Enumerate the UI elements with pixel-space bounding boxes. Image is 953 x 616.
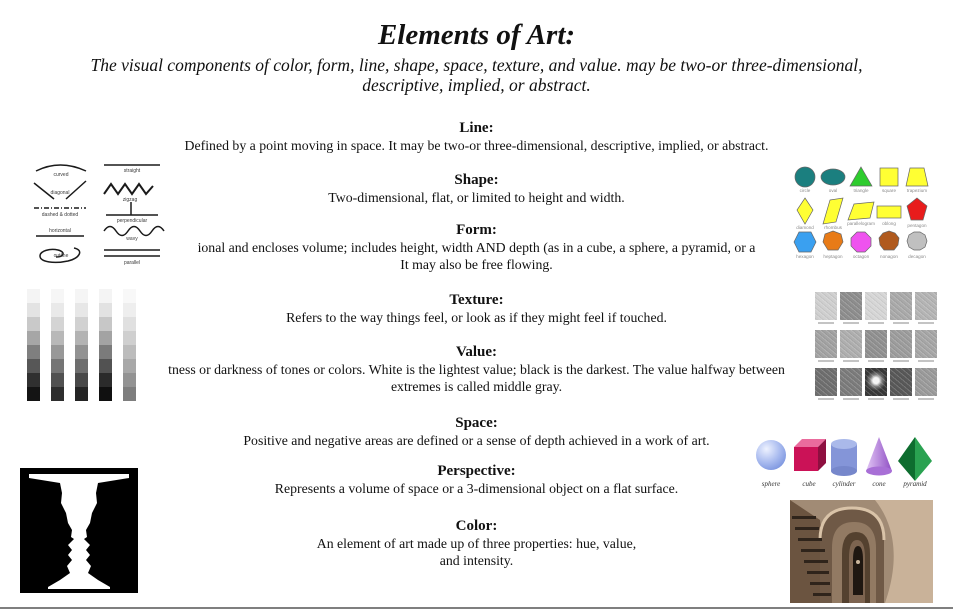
cylinder-form-icon (831, 439, 857, 449)
trapezium-shape-icon (906, 168, 928, 186)
shape-label: decagon (908, 254, 926, 259)
rubin-vase-illustration (20, 468, 138, 593)
value-scale-strip (27, 289, 40, 401)
shape-label: nonagon (880, 254, 898, 259)
line-types-illustration (28, 158, 166, 266)
section-line-body: Defined by a point moving in space. It may be two-or three-dimensional, descriptive, implied, or abstract. (184, 138, 769, 153)
value-scale-strip (75, 289, 88, 401)
shape-label: octagon (852, 254, 870, 259)
octagon-shape-icon (851, 232, 871, 252)
line-type-label: diagonal (50, 190, 70, 196)
section-form-body-1: ional and encloses volume; includes height, width AND depth (as in a cube, a sphere, a pyramid, or a (197, 240, 756, 255)
forms-3d-figure (753, 432, 935, 488)
form-label: sphere (761, 480, 781, 488)
subtitle-line-1: The visual components of color, form, line, shape, space, texture, and value. may be two-or three-dimensional, (90, 55, 863, 75)
section-form-heading: Form: (456, 222, 497, 238)
staircase-photo-figure (790, 500, 933, 603)
section-line-heading: Line: (459, 120, 494, 136)
line-types-figure (28, 158, 166, 266)
shape-label: rhombus (824, 225, 842, 230)
texture-swatch (890, 330, 912, 362)
shape-label: diamond (796, 225, 814, 230)
rhombus-shape-icon (823, 198, 843, 224)
pentagon-shape-icon (907, 198, 927, 220)
zigzag-line-icon (104, 184, 153, 194)
section-perspective-body: Represents a volume of space or a 3-dimensional object on a flat surface. (274, 481, 679, 496)
hexagon-shape-icon (794, 232, 816, 252)
subtitle-line-2: descriptive, implied, or abstract. (362, 75, 591, 95)
oval-shape-icon (821, 169, 845, 185)
section-value-body-2: extremes is called middle gray. (390, 379, 563, 394)
texture-swatch (915, 292, 937, 324)
shape-label: triangle (853, 188, 869, 193)
arch-center-dark (853, 546, 863, 595)
texture-swatch (840, 292, 862, 324)
texture-swatch (915, 368, 937, 400)
section-value-heading: Value: (455, 344, 498, 360)
line-type-label: straight (123, 168, 141, 174)
section-perspective-heading: Perspective: (437, 463, 516, 479)
texture-swatch (865, 330, 887, 362)
texture-swatch (815, 292, 837, 324)
value-scales-figure (27, 289, 136, 401)
line-type-label: horizontal (49, 228, 71, 234)
section-form-body-2: It may also be free flowing. (400, 257, 553, 272)
curved-line-icon (36, 165, 86, 171)
texture-swatch (840, 330, 862, 362)
pyramid-form-icon (915, 437, 932, 481)
nonagon-shape-icon (879, 231, 899, 250)
line-type-label: wavy (126, 236, 138, 242)
shape-label: parallelogram (847, 221, 875, 226)
section-shape-heading: Shape: (454, 172, 499, 188)
shape-label: pentagon (907, 223, 927, 228)
section-value (0, 344, 953, 395)
pyramid-form-icon (898, 437, 915, 481)
shapes-chart-figure (790, 164, 932, 262)
texture-swatch (840, 368, 862, 400)
staircase-photo-illustration (790, 500, 933, 603)
form-label: cylinder (832, 480, 856, 488)
cylinder-form-icon (831, 466, 857, 476)
diamond-shape-icon (797, 198, 813, 224)
form-label: pyramid (903, 480, 927, 488)
shape-label: circle (799, 188, 811, 193)
parallelogram-shape-icon (848, 202, 874, 220)
triangle-shape-icon (850, 167, 872, 186)
heptagon-shape-icon (823, 231, 843, 250)
sphere-form-icon (756, 440, 786, 470)
cube-form-icon (794, 447, 818, 471)
texture-swatch (890, 368, 912, 400)
cone-form-icon (866, 437, 892, 471)
section-value-body-1: tness or darkness of tones or colors. White is the lightest value; black is the darkest. The value halfway between (168, 362, 785, 377)
section-color-body-2: and intensity. (439, 553, 514, 568)
form-label: cone (872, 480, 886, 488)
wavy-line-icon (104, 227, 164, 236)
value-scale-strip (123, 289, 136, 401)
section-texture (0, 292, 953, 326)
line-type-label: perpendicular (116, 218, 148, 224)
line-type-label: parallel (123, 260, 141, 266)
page-bottom-rule (0, 607, 953, 609)
section-space-heading: Space: (455, 415, 498, 431)
form-label: cube (802, 480, 816, 488)
texture-swatch (815, 330, 837, 362)
decagon-shape-icon (907, 232, 927, 250)
shape-label: trapezium (906, 188, 928, 193)
section-color-body-1: An element of art made up of three properties: hue, value, (316, 536, 637, 551)
texture-swatch (865, 368, 887, 400)
line-type-label: outline (53, 253, 69, 259)
section-space-body: Positive and negative areas are defined or a sense of depth achieved in a work of art. (243, 433, 710, 448)
value-scale-strip (51, 289, 64, 401)
page-title: Elements of Art: (377, 19, 576, 51)
shape-label: square (881, 188, 897, 193)
page-subtitle (0, 55, 953, 95)
section-shape-body: Two-dimensional, flat, or limited to height and width. (328, 190, 625, 205)
shapes-chart-illustration (790, 164, 932, 262)
forms-3d-illustration (753, 432, 935, 488)
oblong-shape-icon (877, 206, 901, 218)
section-texture-body: Refers to the way things feel, or look as if they might feel if touched. (286, 310, 667, 325)
line-type-label: zigzag (122, 197, 138, 203)
circle-shape-icon (795, 167, 815, 187)
line-type-label: curved (53, 172, 69, 178)
section-color-heading: Color: (455, 518, 498, 534)
texture-swatch (815, 368, 837, 400)
shape-label: oblong (882, 221, 896, 226)
shape-label: oval (828, 188, 838, 193)
texture-grid-figure (815, 292, 937, 400)
section-line (0, 120, 953, 154)
line-type-label: dashed & dotted (41, 212, 79, 218)
texture-swatch (890, 292, 912, 324)
texture-swatch (865, 292, 887, 324)
square-shape-icon (880, 168, 898, 186)
shape-label: hexagon (796, 254, 814, 259)
shape-label: heptagon (823, 254, 843, 259)
value-scale-strip (99, 289, 112, 401)
rubin-vase-figure (20, 468, 138, 593)
texture-swatch (915, 330, 937, 362)
arch-light-spot (856, 560, 860, 564)
section-texture-heading: Texture: (449, 292, 504, 308)
cone-form-icon (866, 467, 892, 476)
